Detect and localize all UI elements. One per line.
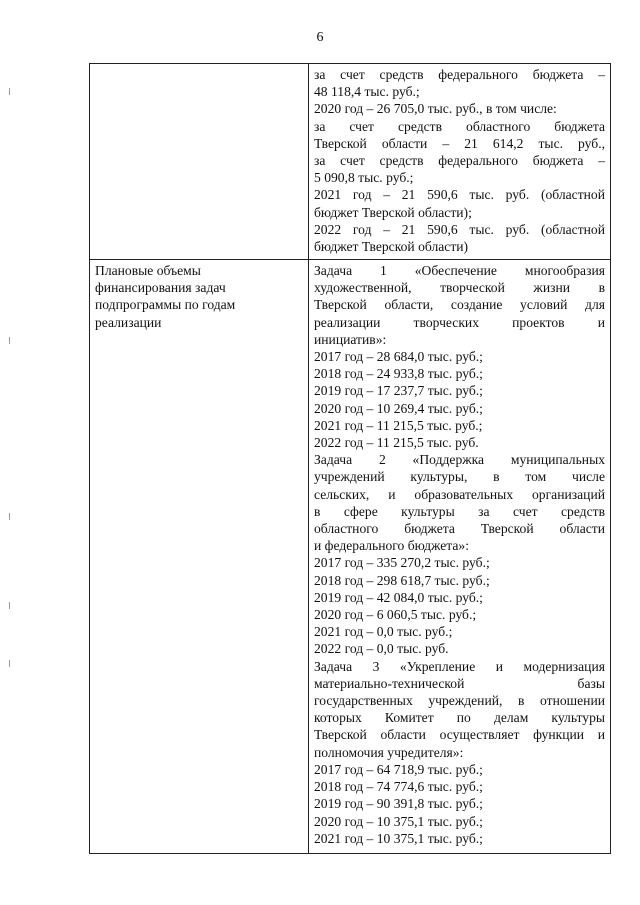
margin-mark <box>9 337 10 344</box>
text-line: 2017 год – 28 684,0 тыс. руб.; <box>314 349 483 365</box>
label-line: финансирования задач <box>95 280 226 296</box>
text-line: 2019 год – 17 237,7 тыс. руб.; <box>314 383 483 399</box>
text-line: реализации творческих проектов и <box>314 314 605 330</box>
text-line: 2019 год – 42 084,0 тыс. руб.; <box>314 589 483 605</box>
margin-mark <box>9 513 10 520</box>
text-line: 2021 год – 11 215,5 тыс. руб.; <box>314 417 483 433</box>
table-row <box>90 64 611 260</box>
label-line: Плановые объемы <box>95 263 201 278</box>
text-line: 2019 год – 90 391,8 тыс. руб.; <box>314 796 483 812</box>
text-line: сельских, и образовательных организаций <box>314 486 605 502</box>
text-line: которых Комитет по делам культуры <box>314 710 605 726</box>
text-line: 2022 год – 0,0 тыс. руб. <box>314 641 449 657</box>
passport-table <box>89 63 611 854</box>
text-line: 2018 год – 74 774,6 тыс. руб.; <box>314 779 483 795</box>
text-line: за счет средств федерального бюджета – <box>314 67 605 82</box>
row2-label-lines <box>95 262 303 331</box>
text-line: 2018 год – 24 933,8 тыс. руб.; <box>314 366 483 382</box>
label-line: реализации <box>95 314 162 330</box>
table-row <box>90 260 611 854</box>
text-line: учреждений культуры, в том числе <box>314 469 605 485</box>
text-line: Тверской области осуществляет функции и <box>314 727 605 743</box>
row1-value-cell <box>309 64 611 260</box>
margin-mark <box>9 88 10 95</box>
margin-mark <box>9 602 10 609</box>
text-line: материально-технической базы <box>314 675 605 691</box>
text-line: Задача 1 «Обеспечение многообразия <box>314 263 605 278</box>
text-line: государственных учреждений, в отношении <box>314 693 605 709</box>
text-line: 2021 год – 0,0 тыс. руб.; <box>314 624 453 640</box>
text-line: Тверской области – 21 614,2 тыс. руб., <box>314 135 605 151</box>
text-line: полномочия учредителя»: <box>314 744 464 760</box>
text-line: 2017 год – 335 270,2 тыс. руб.; <box>314 555 490 571</box>
row2-label-cell <box>90 260 309 854</box>
row1-lines <box>314 66 605 255</box>
text-line: 2022 год – 11 215,5 тыс. руб. <box>314 435 479 451</box>
text-line: 2020 год – 26 705,0 тыс. руб., в том числе: <box>314 101 557 117</box>
text-line: Задача 2 «Поддержка муниципальных <box>314 452 605 468</box>
text-line: бюджет Тверской области) <box>314 239 469 255</box>
text-line: инициатив»: <box>314 331 387 347</box>
row2-value-cell <box>309 260 611 854</box>
text-line: 48 118,4 тыс. руб.; <box>314 84 420 100</box>
text-line: 5 090,8 тыс. руб.; <box>314 170 414 186</box>
text-line: Тверской области, создание условий для <box>314 297 605 313</box>
page-number: 6 <box>316 30 324 45</box>
margin-mark <box>9 660 10 667</box>
text-line: в сфере культуры за счет средств <box>314 503 605 519</box>
text-line: Задача 3 «Укрепление и модернизация <box>314 658 605 674</box>
text-line: 2021 год – 10 375,1 тыс. руб.; <box>314 830 483 846</box>
row2-lines <box>314 262 605 847</box>
text-line: бюджет Тверской области); <box>314 204 472 220</box>
row1-label-cell <box>90 64 309 260</box>
text-line: 2020 год – 10 375,1 тыс. руб.; <box>314 813 483 829</box>
text-line: 2022 год – 21 590,6 тыс. руб. (областной <box>314 221 605 237</box>
text-line: областного бюджета Тверской области <box>314 521 605 537</box>
text-line: 2021 год – 21 590,6 тыс. руб. (областной <box>314 187 605 203</box>
text-line: художественной, творческой жизни в <box>314 280 605 296</box>
label-line: подпрограммы по годам <box>95 297 236 313</box>
text-line: 2020 год – 6 060,5 тыс. руб.; <box>314 607 477 623</box>
text-line: и федерального бюджета»: <box>314 538 469 554</box>
text-line: за счет средств федерального бюджета – <box>314 153 605 169</box>
text-line: 2018 год – 298 618,7 тыс. руб.; <box>314 572 490 588</box>
text-line: 2020 год – 10 269,4 тыс. руб.; <box>314 400 483 416</box>
text-line: 2017 год – 64 718,9 тыс. руб.; <box>314 761 483 777</box>
text-line: за счет средств областного бюджета <box>314 118 605 134</box>
